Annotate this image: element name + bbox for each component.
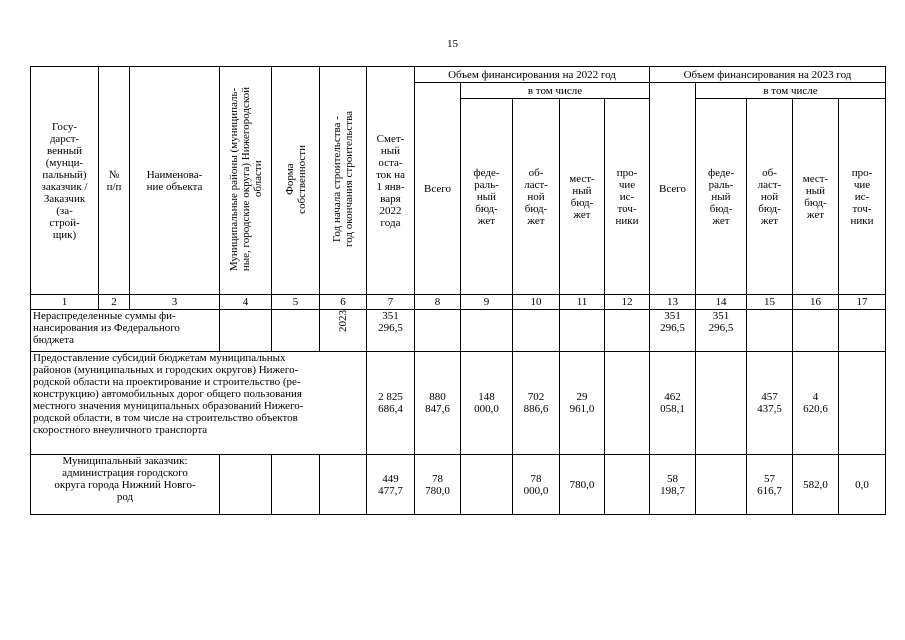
row-federal-2022: 148 000,0 [461, 352, 513, 455]
header-total-2023: Всего [650, 83, 696, 295]
row-regional-2022: 78 000,0 [513, 455, 560, 515]
financing-table [30, 66, 886, 515]
row-federal-2023 [696, 455, 747, 515]
column-numbers-row [31, 295, 886, 310]
row-total-2022 [415, 310, 461, 352]
col-number: 16 [793, 295, 839, 310]
row-federal-2023: 351 296,5 [696, 310, 747, 352]
col-number: 15 [747, 295, 793, 310]
header-total-2022: Всего [415, 83, 461, 295]
row-total-2022: 880 847,6 [415, 352, 461, 455]
row-federal-2022 [461, 310, 513, 352]
row-balance: 449 477,7 [367, 455, 415, 515]
row-local-2023: 582,0 [793, 455, 839, 515]
col-number: 4 [220, 295, 272, 310]
col-number: 1 [31, 295, 99, 310]
row-local-2023 [793, 310, 839, 352]
header-federal-2022: феде- раль- ный бюд- жет [461, 99, 513, 295]
header-incl-2022: в том числе [461, 83, 650, 99]
header-districts: Муниципальные районы (муниципаль- ные, городские округа) Нижегородской области [220, 67, 272, 295]
header-fin-2022: Объем финансирования на 2022 год [415, 67, 650, 83]
header-balance: Смет- ный оста- ток на 1 янв- варя 2022 года [367, 67, 415, 295]
row-local-2022: 29 961,0 [560, 352, 605, 455]
row-federal-2022 [461, 455, 513, 515]
header-ownership: Форма собственности [272, 67, 320, 295]
row-balance: 2 825 686,4 [367, 352, 415, 455]
header-local-2023: мест- ный бюд- жет [793, 99, 839, 295]
row-regional-2023 [747, 310, 793, 352]
header-object-name: Наименова- ние объекта [130, 67, 220, 295]
row-year [320, 455, 367, 515]
row-ownership [272, 455, 320, 515]
row-other-2023 [839, 352, 886, 455]
col-number: 17 [839, 295, 886, 310]
header-customer: Госу- дарст- венный (мунци- пальный) заказчик / Заказчик (за- строй- щик) [31, 67, 99, 295]
row-local-2022 [560, 310, 605, 352]
row-total-2023: 351 296,5 [650, 310, 696, 352]
row-label: Предоставление субсидий бюджетам муниципальных районов (муниципальных и городских округов) Нижего- родской области на проектирование и строительство (ре- конструкцию) автомобильных дорог общего пользования местного значения муниципальных образований Нижего- родской области, в том числе на строительство объектов скоростного внеуличного транспорта [31, 352, 367, 455]
col-number: 12 [605, 295, 650, 310]
header-regional-2023: об- ласт- ной бюд- жет [747, 99, 793, 295]
col-number: 6 [320, 295, 367, 310]
col-number: 14 [696, 295, 747, 310]
col-number: 2 [99, 295, 130, 310]
row-federal-2023 [696, 352, 747, 455]
header-local-2022: мест- ный бюд- жет [560, 99, 605, 295]
col-number: 13 [650, 295, 696, 310]
header-fin-2023: Объем финансирования на 2023 год [650, 67, 886, 83]
col-number: 3 [130, 295, 220, 310]
row-other-2023: 0,0 [839, 455, 886, 515]
row-year: 2023 [320, 310, 367, 352]
col-number: 7 [367, 295, 415, 310]
row-total-2022: 78 780,0 [415, 455, 461, 515]
row-other-2022 [605, 352, 650, 455]
table-row [31, 352, 886, 455]
col-number: 10 [513, 295, 560, 310]
header-number: № п/п [99, 67, 130, 295]
table-row [31, 455, 886, 515]
row-ownership [272, 310, 320, 352]
row-total-2023: 462 058,1 [650, 352, 696, 455]
col-number: 9 [461, 295, 513, 310]
header-other-2022: про- чие ис- точ- ники [605, 99, 650, 295]
row-district [220, 455, 272, 515]
col-number: 8 [415, 295, 461, 310]
row-other-2023 [839, 310, 886, 352]
header-regional-2022: об- ласт- ной бюд- жет [513, 99, 560, 295]
col-number: 5 [272, 295, 320, 310]
row-regional-2023: 57 616,7 [747, 455, 793, 515]
row-other-2022 [605, 310, 650, 352]
row-regional-2022: 702 886,6 [513, 352, 560, 455]
row-balance: 351 296,5 [367, 310, 415, 352]
row-local-2022: 780,0 [560, 455, 605, 515]
col-number: 11 [560, 295, 605, 310]
row-total-2023: 58 198,7 [650, 455, 696, 515]
row-regional-2023: 457 437,5 [747, 352, 793, 455]
row-other-2022 [605, 455, 650, 515]
row-regional-2022 [513, 310, 560, 352]
row-district [220, 310, 272, 352]
row-label: Нераспределенные суммы фи- нансирования из Федерального бюджета [31, 310, 220, 352]
header-other-2023: про- чие ис- точ- ники [839, 99, 886, 295]
header-incl-2023: в том числе [696, 83, 886, 99]
header-years: Год начала строительства - год окончания строительства [320, 67, 367, 295]
page-number: 15 [447, 38, 458, 50]
row-label: Муниципальный заказчик: администрация городского округа города Нижний Новго- род [31, 455, 220, 515]
row-local-2023: 4 620,6 [793, 352, 839, 455]
table-row [31, 310, 886, 352]
header-federal-2023: феде- раль- ный бюд- жет [696, 99, 747, 295]
